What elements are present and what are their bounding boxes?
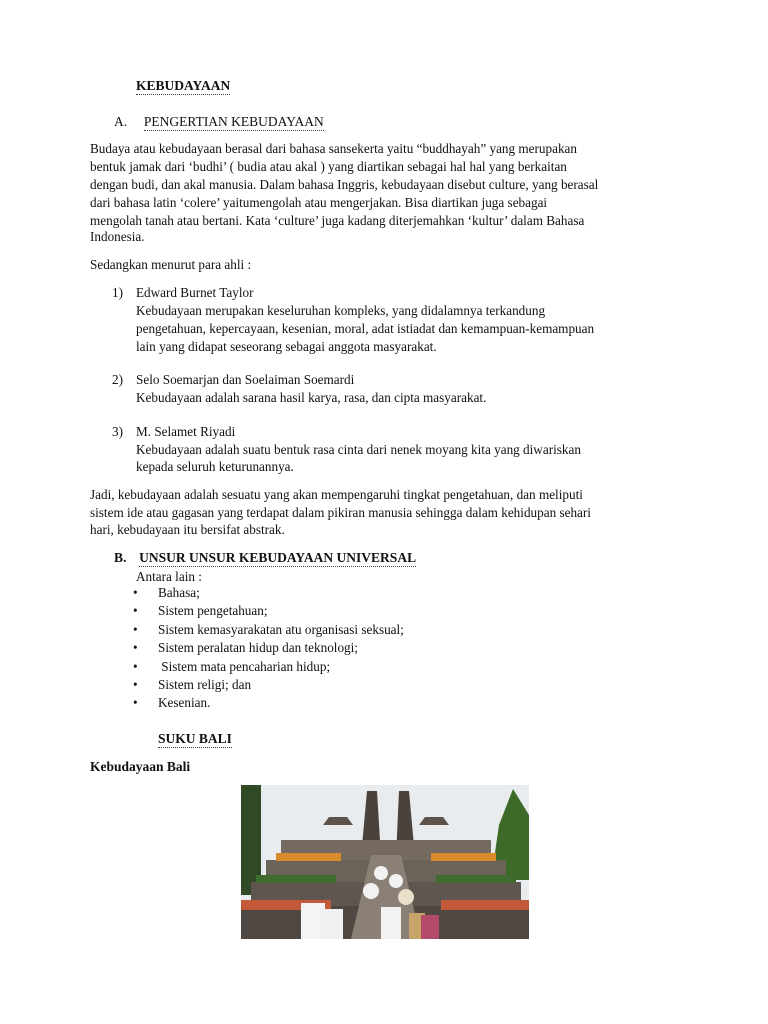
bullet-icon: • <box>133 640 138 656</box>
section-a-title: PENGERTIAN KEBUDAYAAN <box>143 114 324 129</box>
list-item <box>133 621 404 639</box>
intro-line: Budaya atau kebudayaan berasal dari bahasa sansekerta yaitu “buddhayah” yang merupakan <box>90 141 577 156</box>
bullet-icon: • <box>133 621 138 637</box>
hedge-row <box>436 875 516 883</box>
expert-name: Selo Soemarjan dan Soelaiman Soemardi <box>136 372 355 387</box>
list-item-text: Bahasa; <box>158 585 200 600</box>
expert-definition-line: Kebudayaan adalah suatu bentuk rasa cinta dari nenek moyang kita yang diwariskan <box>136 442 581 457</box>
section-a-marker: A. <box>114 114 128 129</box>
bullet-icon: • <box>133 695 138 711</box>
section-b-marker: B. <box>114 550 127 565</box>
hedge-row <box>256 875 336 883</box>
intro-line: dengan budi, dan akal manusia. Dalam bahasa Inggris, kebudayaan disebut culture, yang berasal <box>90 177 599 192</box>
expert-definition-line: lain yang didapat seseorang sebagai anggota masyarakat. <box>136 339 437 354</box>
conclusion-line: Jadi, kebudayaan adalah sesuatu yang akan mempengaruhi tingkat pengetahuan, dan meliputi <box>90 487 583 502</box>
intro-line: bentuk jamak dari ‘budhi’ ( budia atau akal ) yang diartikan sebagai hal hal yang berkaitan <box>90 159 567 174</box>
worshipper <box>389 874 403 888</box>
suku-bali-heading: SUKU BALI <box>158 731 232 746</box>
experts-intro: Sedangkan menurut para ahli : <box>90 257 252 272</box>
worshipper <box>374 866 388 880</box>
expert-definition-line: Kebudayaan merupakan keseluruhan kompleks, yang didalamnya terkandung <box>136 303 546 318</box>
document-title: KEBUDAYAAN <box>136 78 231 93</box>
expert-definition-line: pengetahuan, kepercayaan, kesenian, moral, adat istiadat dan kemampuan-kemampuan <box>136 321 595 336</box>
worshipper <box>398 889 414 905</box>
list-item-text: Sistem pengetahuan; <box>158 603 268 619</box>
universal-elements-list <box>133 584 404 713</box>
expert-number: 3) <box>112 424 123 439</box>
expert-name: Edward Burnet Taylor <box>136 285 254 300</box>
list-item <box>133 602 404 620</box>
bullet-icon: • <box>133 603 138 619</box>
conclusion-line: sistem ide atau gagasan yang terdapat dalam pikiran manusia sehingga dalam kehidupan sehari <box>90 505 591 520</box>
section-b-intro: Antara lain : <box>136 569 202 584</box>
list-item <box>133 639 404 657</box>
worshipper-white <box>381 907 401 939</box>
section-b-title: UNSUR UNSUR KEBUDAYAAN UNIVERSAL <box>139 550 417 565</box>
flower-row <box>431 853 496 861</box>
expert-definition-line: Kebudayaan adalah sarana hasil karya, rasa, dan cipta masyarakat. <box>136 390 487 405</box>
list-item-text: Sistem kemasyarakatan atu organisasi seksual; <box>158 621 404 637</box>
worshipper <box>363 883 379 899</box>
conclusion-line: hari, kebudayaan itu bersifat abstrak. <box>90 522 285 537</box>
expert-definition-line: kepada seluruh keturunannya. <box>136 459 294 474</box>
section-a-heading <box>114 114 324 130</box>
flower-row <box>276 853 341 861</box>
intro-line: mengolah tanah atau bertani. Kata ‘culture’ juga kadang diterjemahkan ‘kultur’ dalam Bahasa <box>90 213 585 228</box>
list-item <box>133 584 404 602</box>
intro-line: dari bahasa latin ‘colere’ yaitumengolah atau mengerjakan. Bisa diartikan juga sebagai <box>90 195 548 210</box>
list-item <box>133 676 404 694</box>
list-item-text: Kesenian. <box>158 695 211 711</box>
list-item-text: Sistem mata pencaharian hidup; <box>158 658 331 674</box>
list-item-text: Sistem religi; dan <box>158 677 252 693</box>
bali-temple-photo <box>241 785 529 939</box>
temple-illustration <box>241 785 529 939</box>
bullet-icon: • <box>133 677 138 693</box>
list-item <box>133 694 404 712</box>
bullet-icon: • <box>133 658 138 674</box>
expert-name: M. Selamet Riyadi <box>136 424 236 439</box>
flower-bed <box>441 900 529 910</box>
worshipper-pink <box>421 915 439 939</box>
bullet-icon: • <box>133 585 138 600</box>
intro-line: Indonesia. <box>90 229 145 244</box>
expert-number: 1) <box>112 285 123 300</box>
section-b-heading <box>114 550 416 566</box>
expert-number: 2) <box>112 372 123 387</box>
list-item <box>133 658 404 676</box>
bali-subheading: Kebudayaan Bali <box>90 759 191 774</box>
worshipper-white <box>321 909 343 939</box>
list-item-text: Sistem peralatan hidup dan teknologi; <box>158 640 358 656</box>
